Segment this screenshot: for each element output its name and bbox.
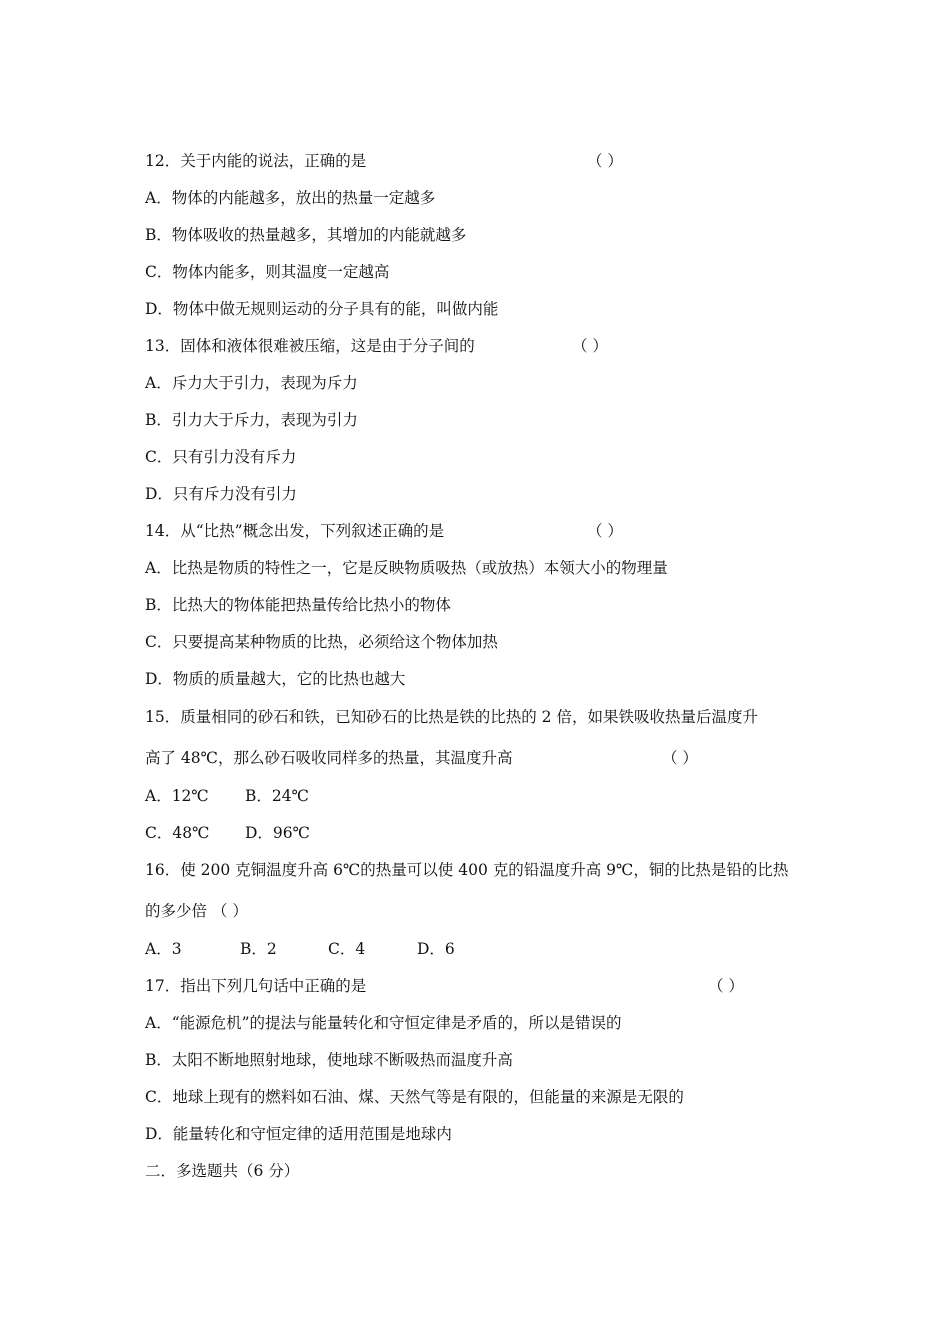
q13-answer-blank: （ ） [572,337,608,355]
q17-answer-blank: （ ） [708,977,744,995]
q12-option-d: D．物体中做无规则运动的分子具有的能，叫做内能 [145,300,499,318]
q16-option-a: A．3 [145,940,182,958]
q13-option-d: D．只有斥力没有引力 [145,485,297,503]
q12-answer-blank: （ ） [587,152,623,170]
q13-stem: 13．固体和液体很难被压缩，这是由于分子间的 [145,337,475,355]
q15-option-c: C．48℃ [145,824,210,842]
q17-option-d: D．能量转化和守恒定律的适用范围是地球内 [145,1125,452,1143]
q17-option-b: B．太阳不断地照射地球，使地球不断吸热而温度升高 [145,1051,513,1069]
q14-option-c: C．只要提高某种物质的比热，必须给这个物体加热 [145,633,498,651]
q15-stem-line1: 15．质量相同的砂石和铁，已知砂石的比热是铁的比热的 2 倍，如果铁吸收热量后温度升 [145,708,758,726]
q16-option-b: B．2 [240,940,277,958]
q15-answer-blank: （ ） [662,749,698,767]
q14-option-d: D．物质的质量越大，它的比热也越大 [145,670,406,688]
q12-option-c: C．物体内能多，则其温度一定越高 [145,263,390,281]
q12-option-a: A．物体的内能越多，放出的热量一定越多 [145,189,436,207]
q14-option-b: B．比热大的物体能把热量传给比热小的物体 [145,596,451,614]
q17-option-c: C．地球上现有的燃料如石油、煤、天然气等是有限的，但能量的来源是无限的 [145,1088,684,1106]
q12-stem: 12．关于内能的说法，正确的是 [145,152,367,170]
q13-option-b: B．引力大于斥力，表现为引力 [145,411,358,429]
q16-option-c: C．4 [328,940,366,958]
q14-option-a: A．比热是物质的特性之一，它是反映物质吸热（或放热）本领大小的物理量 [145,559,668,577]
q14-stem: 14．从“比热”概念出发，下列叙述正确的是 [145,522,445,540]
q15-stem-line2: 高了 48℃，那么砂石吸收同样多的热量，其温度升高 [145,749,513,767]
q16-stem-line2: 的多少倍 （ ） [145,902,248,920]
q16-stem-line1: 16．使 200 克铜温度升高 6℃的热量可以使 400 克的铅温度升高 9℃，铜的比热是铅的比热 [145,861,789,879]
section-heading: 二．多选题共（6 分） [145,1162,300,1180]
q15-option-b: B．24℃ [245,787,309,805]
q13-option-a: A．斥力大于引力，表现为斥力 [145,374,358,392]
q15-option-a: A．12℃ [145,787,209,805]
q13-option-c: C．只有引力没有斥力 [145,448,297,466]
q17-stem: 17．指出下列几句话中正确的是 [145,977,367,995]
q15-option-d: D．96℃ [245,824,310,842]
q12-option-b: B．物体吸收的热量越多，其增加的内能就越多 [145,226,467,244]
q16-option-d: D．6 [417,940,455,958]
q17-option-a: A．“能源危机”的提法与能量转化和守恒定律是矛盾的，所以是错误的 [145,1014,622,1032]
q14-answer-blank: （ ） [587,522,623,540]
